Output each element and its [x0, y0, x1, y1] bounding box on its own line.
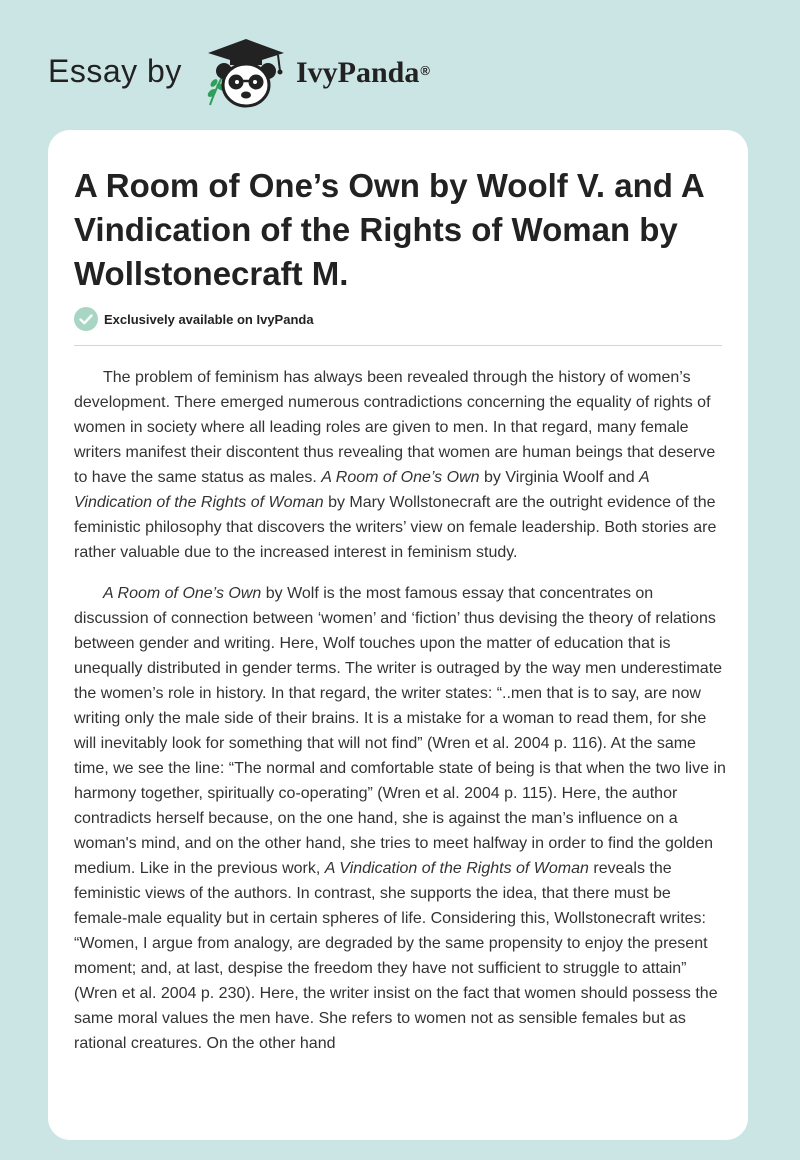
work-title: A Room of One’s Own	[103, 585, 262, 602]
divider	[74, 345, 722, 346]
site-header	[0, 0, 800, 130]
work-title: A Vindication of the Rights of Woman	[74, 469, 650, 511]
essay-body	[74, 365, 728, 1072]
brand-name[interactable]: IvyPanda®	[296, 56, 430, 89]
trademark-symbol: ®	[420, 63, 430, 78]
exclusive-badge	[74, 306, 314, 332]
work-title: A Room of One’s Own	[321, 469, 480, 486]
essay-title: A Room of One’s Own by Woolf V. and A Vindication of the Rights of Woman by Wollstonecraft M.	[74, 167, 704, 292]
essay-by-label: Essay by	[48, 53, 182, 89]
panda-graduation-cap-icon[interactable]	[200, 37, 292, 109]
exclusive-label: Exclusively available on IvyPanda	[104, 311, 314, 327]
essay-card	[48, 130, 748, 1140]
check-circle-icon	[74, 307, 98, 331]
work-title: A Vindication of the Rights of Woman	[324, 860, 589, 877]
paragraph-1: The problem of feminism has always been revealed through the history of women’s development. There emerged numerous contradictions concerning the equality of rights of women in society where all leading roles are given to men. In that regard, many female writers manifest their discontent thus revealing that women are human beings that deserve to have the same status as males. A Room of One’s Own by Virginia Woolf and A Vindication of the Rights of Woman by Mary Wollstonecraft are the outright evidence of the feministic philosophy that discovers the writers’ view on female leadership. Both stories are rather valuable due to the increased interest in feminism study.	[74, 369, 717, 561]
paragraph-2: A Room of One’s Own by Wolf is the most famous essay that concentrates on discussion of connection between ‘women’ and ‘fiction’ thus devising the theory of relations between gender and writing. Here, Wolf touches upon the matter of education that is unequally distributed in gender terms. The writer is outraged by the way men underestimate the women’s role in history. In that regard, the writer states: “..men that is to say, are now writing only the male side of their brains. It is a mistake for a woman to read them, for she will inevitably look for something that will not find” (Wren et al. 2004 p. 116). At the same time, we see the line: “The normal and comfortable state of being is that when the two live in harmony together, spiritually co-operating” (Wren et al. 2004 p. 115). Here, the author contradicts herself because, on the one hand, she is against the man’s influence on a woman's mind, and on the other hand, she tries to meet halfway in order to find the golden medium. Like in the previous work, A Vindication of the Rights of Woman reveals the feministic views of the authors. In contrast, she supports the idea, that there must be female-male equality but in certain spheres of life. Considering this, Wollstonecraft writes: “Women, I argue from analogy, are degraded by the same propensity to enjoy the present moment; and, at last, despise the freedom they have not sufficient to struggle to attain” (Wren et al. 2004 p. 230). Here, the writer insist on the fact that women should possess the same moral values the men have. She refers to women not as sensible females but as rational creatures. On the other hand	[74, 585, 726, 1052]
